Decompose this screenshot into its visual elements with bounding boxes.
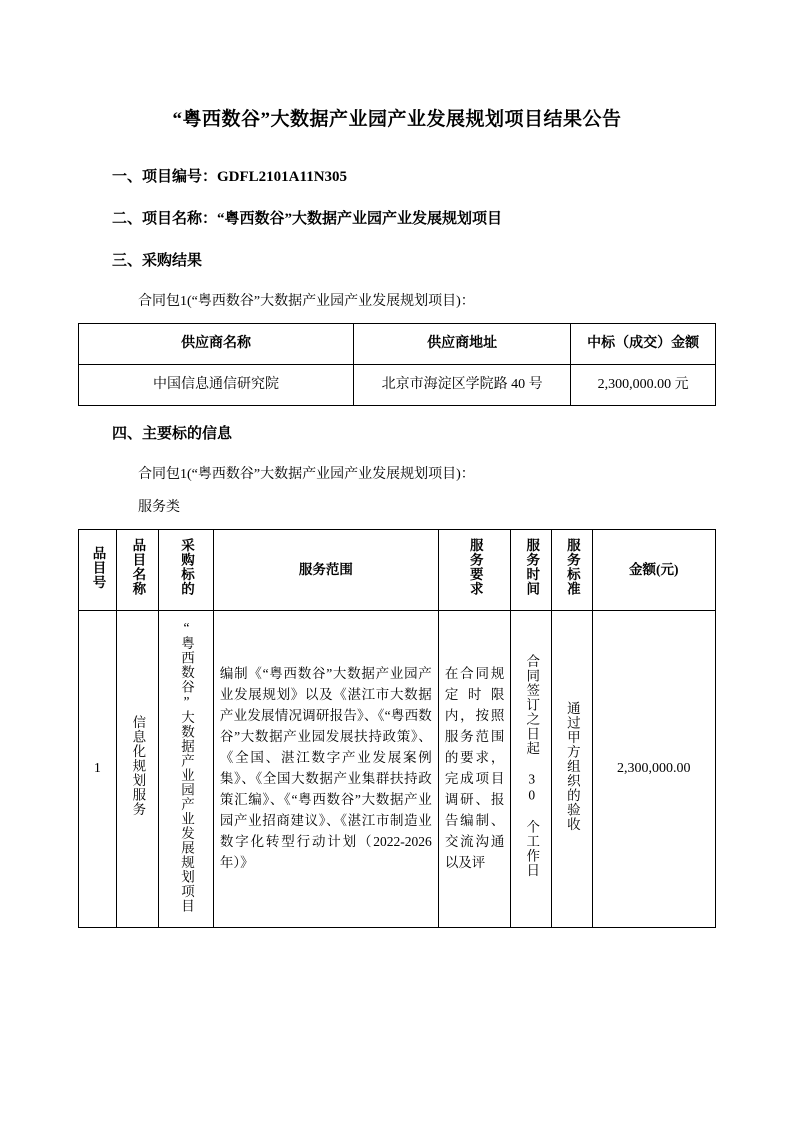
section-procurement-result-label: 三、采购结果	[112, 252, 203, 269]
column-header-subject: 采购标的	[158, 530, 213, 611]
column-header-item-no: 品目号	[79, 530, 117, 611]
table-header-row	[79, 323, 716, 364]
column-header-service-requirement: 服务要求	[438, 530, 511, 611]
cell-service-standard: 通过甲方组织的验收	[551, 610, 592, 927]
table-row	[79, 365, 716, 406]
section-procurement-result	[78, 249, 716, 273]
detail-table	[78, 529, 716, 928]
column-header-service-standard: 服务标准	[551, 530, 592, 611]
column-header-amount: 金额(元)	[592, 530, 715, 611]
section-project-name-label: 二、项目名称：	[112, 210, 218, 227]
section-project-name-value: “粤西数谷”大数据产业园产业发展规划项目	[217, 210, 503, 227]
cell-amount: 2,300,000.00	[592, 610, 715, 927]
column-header-service-scope: 服务范围	[213, 530, 438, 611]
column-header-award-amount: 中标（成交）金额	[571, 323, 716, 364]
column-header-supplier-name: 供应商名称	[79, 323, 354, 364]
section-project-number	[78, 165, 716, 189]
cell-service-requirement: 在合同规定时限内，按照服务范围的要求，完成项目调研、报告编制、交流沟通以及评	[438, 610, 511, 927]
table-row	[79, 610, 716, 927]
column-header-item-name: 品目名称	[116, 530, 158, 611]
cell-award-amount: 2,300,000.00 元	[571, 365, 716, 406]
section-project-number-label: 一、项目编号：	[112, 168, 218, 185]
cell-item-no: 1	[79, 610, 117, 927]
table-header-row	[79, 530, 716, 611]
service-type-line: 服务类	[138, 499, 180, 515]
cell-supplier-name: 中国信息通信研究院	[79, 365, 354, 406]
cell-supplier-address: 北京市海淀区学院路 40 号	[354, 365, 571, 406]
section-project-number-value: GDFL2101A11N305	[217, 168, 348, 185]
cell-subject: “粤西数谷”大数据产业园产业发展规划项目	[158, 610, 213, 927]
package-line-supplier: 合同包1(“粤西数谷”大数据产业园产业发展规划项目)：	[138, 293, 475, 309]
section-project-name	[78, 207, 716, 231]
supplier-table	[78, 323, 716, 407]
cell-service-scope: 编制《“粤西数谷”大数据产业园产业发展规划》以及《湛江市大数据产业发展情况调研报告》、《“粤西数谷”大数据产业园发展扶持政策》、《全国、湛江数字产业发展案例集》、《全国大数据产业集群扶持政策汇编》、《“粤西数谷”大数据产业园产业招商建议》、《湛江市制造业数字化转型行动计划（2022-2026 年）》	[213, 610, 438, 927]
section-main-subject-info: 四、主要标的信息	[112, 426, 233, 443]
package-line-detail: 合同包1(“粤西数谷”大数据产业园产业发展规划项目)：	[138, 467, 475, 483]
cell-service-time: 合同签订之日起 30 个工作日	[511, 610, 552, 927]
cell-item-name: 信息化规划服务	[116, 610, 158, 927]
column-header-supplier-address: 供应商地址	[354, 323, 571, 364]
column-header-service-time: 服务时间	[511, 530, 552, 611]
page-title: “粤西数谷”大数据产业园产业发展规划项目结果公告	[172, 109, 622, 130]
